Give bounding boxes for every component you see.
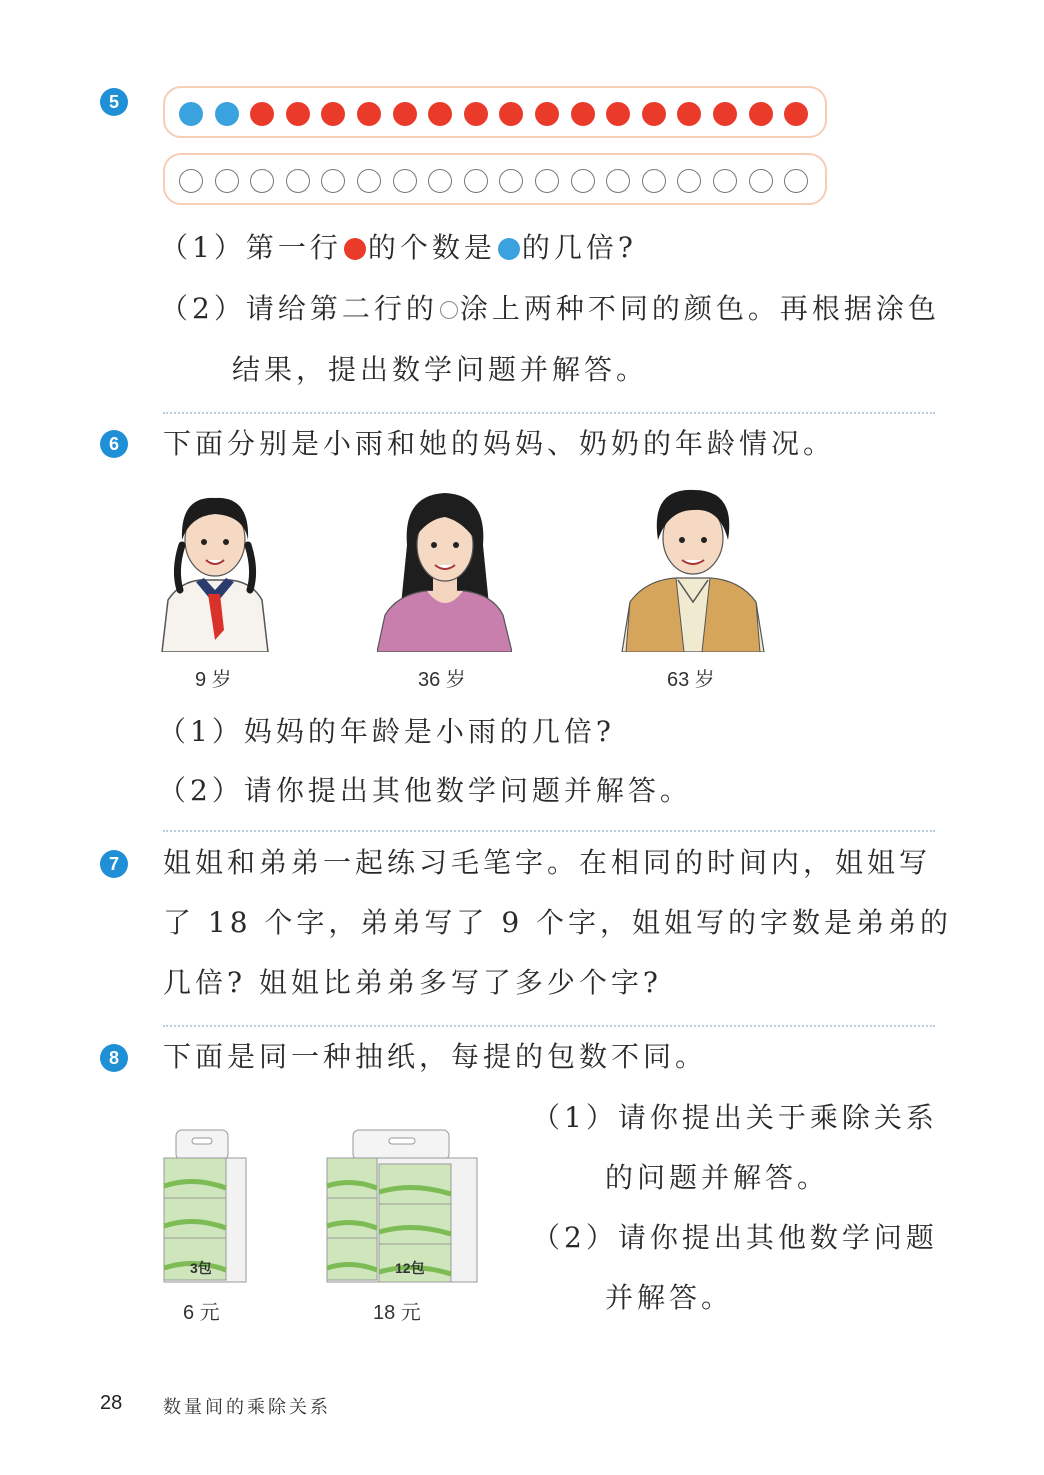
q6-intro: 下面分别是小雨和她的妈妈、奶奶的年龄情况。 — [163, 427, 836, 460]
q5-sub1-text-c: 的几倍? — [521, 231, 637, 264]
empty-dot[interactable] — [677, 169, 701, 193]
red-dot — [571, 102, 595, 126]
divider — [163, 412, 935, 414]
girl-illustration — [160, 490, 270, 652]
red-dot — [642, 102, 666, 126]
q7-line2: 了 18 个字，弟弟写了 9 个字，姐姐写的字数是弟弟的 — [163, 906, 953, 939]
mother-illustration — [377, 485, 512, 652]
red-dot — [713, 102, 737, 126]
red-dot — [286, 102, 310, 126]
empty-dot[interactable] — [464, 169, 488, 193]
question-5-number: 5 — [100, 88, 128, 116]
tissue-pack-3-illustration — [160, 1128, 250, 1286]
mother-age: 36 岁 — [418, 669, 466, 691]
grandmother-age: 63 岁 — [667, 669, 715, 691]
blue-dot — [179, 102, 203, 126]
question-6-number: 6 — [100, 430, 128, 458]
q5-sub1-text-a: 第一行 — [245, 231, 342, 264]
chapter-title: 数量间的乘除关系 — [163, 1397, 331, 1418]
girl-age: 9 岁 — [195, 669, 232, 691]
empty-dot[interactable] — [784, 169, 808, 193]
empty-dot[interactable] — [179, 169, 203, 193]
q5-sub2-line2: 结果，提出数学问题并解答。 — [232, 353, 649, 386]
q5-sub2-label: （2） — [160, 292, 246, 325]
empty-dot[interactable] — [642, 169, 666, 193]
q8-sub2-line1: （2）请你提出其他数学问题 — [532, 1221, 938, 1254]
red-dot — [784, 102, 808, 126]
empty-dot[interactable] — [428, 169, 452, 193]
empty-dot[interactable] — [535, 169, 559, 193]
q7-line3: 几倍? 姐姐比弟弟多写了多少个字? — [163, 966, 662, 999]
empty-dot[interactable] — [321, 169, 345, 193]
q6-sub1: （1）妈妈的年龄是小雨的几倍? — [158, 715, 615, 748]
red-dot — [393, 102, 417, 126]
empty-dot[interactable] — [393, 169, 417, 193]
q8-sub2-line2: 并解答。 — [605, 1281, 734, 1314]
empty-dot[interactable] — [499, 169, 523, 193]
tissue-pack-12-price: 18 元 — [373, 1302, 421, 1324]
q8-sub1-line2: 的问题并解答。 — [605, 1161, 830, 1194]
tissue-pack-12-illustration — [323, 1128, 481, 1286]
question-7-number: 7 — [100, 850, 128, 878]
empty-dot[interactable] — [571, 169, 595, 193]
q7-line1: 姐姐和弟弟一起练习毛笔字。在相同的时间内，姐姐写 — [163, 846, 932, 879]
q6-sub2: （2）请你提出其他数学问题并解答。 — [158, 774, 692, 807]
empty-dot[interactable] — [749, 169, 773, 193]
dot-row-empty — [163, 153, 827, 205]
dot-row-colored — [163, 86, 827, 138]
tissue-pack-12-label: 12包 — [395, 1260, 425, 1276]
tissue-pack-3-price: 6 元 — [183, 1302, 220, 1324]
blue-dot — [215, 102, 239, 126]
red-dot — [428, 102, 452, 126]
empty-dot[interactable] — [250, 169, 274, 193]
q5-sub1-text-b: 的个数是 — [367, 231, 496, 264]
empty-circle-icon — [440, 301, 458, 319]
empty-dot[interactable] — [286, 169, 310, 193]
red-dot — [535, 102, 559, 126]
red-dot — [464, 102, 488, 126]
blue-dot-icon — [498, 238, 520, 260]
q5-sub2-text-b: 涂上两种不同的颜色。再根据涂色 — [459, 292, 940, 325]
red-dot — [606, 102, 630, 126]
q8-sub1-line1: （1）请你提出关于乘除关系 — [532, 1101, 938, 1134]
grandmother-illustration — [620, 484, 766, 652]
red-dot — [499, 102, 523, 126]
divider — [163, 830, 935, 832]
q5-sub2-text-a: 请给第二行的 — [245, 292, 438, 325]
red-dot — [677, 102, 701, 126]
page-number: 28 — [100, 1392, 123, 1414]
q5-sub1 — [160, 228, 637, 268]
empty-dot[interactable] — [713, 169, 737, 193]
red-dot — [357, 102, 381, 126]
divider — [163, 1025, 935, 1027]
q5-sub2 — [160, 289, 940, 329]
q5-sub1-label: （1） — [160, 231, 246, 264]
q8-intro: 下面是同一种抽纸，每提的包数不同。 — [163, 1040, 708, 1073]
empty-dot[interactable] — [606, 169, 630, 193]
red-dot — [250, 102, 274, 126]
red-dot-icon — [344, 238, 366, 260]
empty-dot[interactable] — [357, 169, 381, 193]
question-8-number: 8 — [100, 1044, 128, 1072]
red-dot — [321, 102, 345, 126]
empty-dot[interactable] — [215, 169, 239, 193]
tissue-pack-3-label: 3包 — [190, 1260, 212, 1276]
red-dot — [749, 102, 773, 126]
